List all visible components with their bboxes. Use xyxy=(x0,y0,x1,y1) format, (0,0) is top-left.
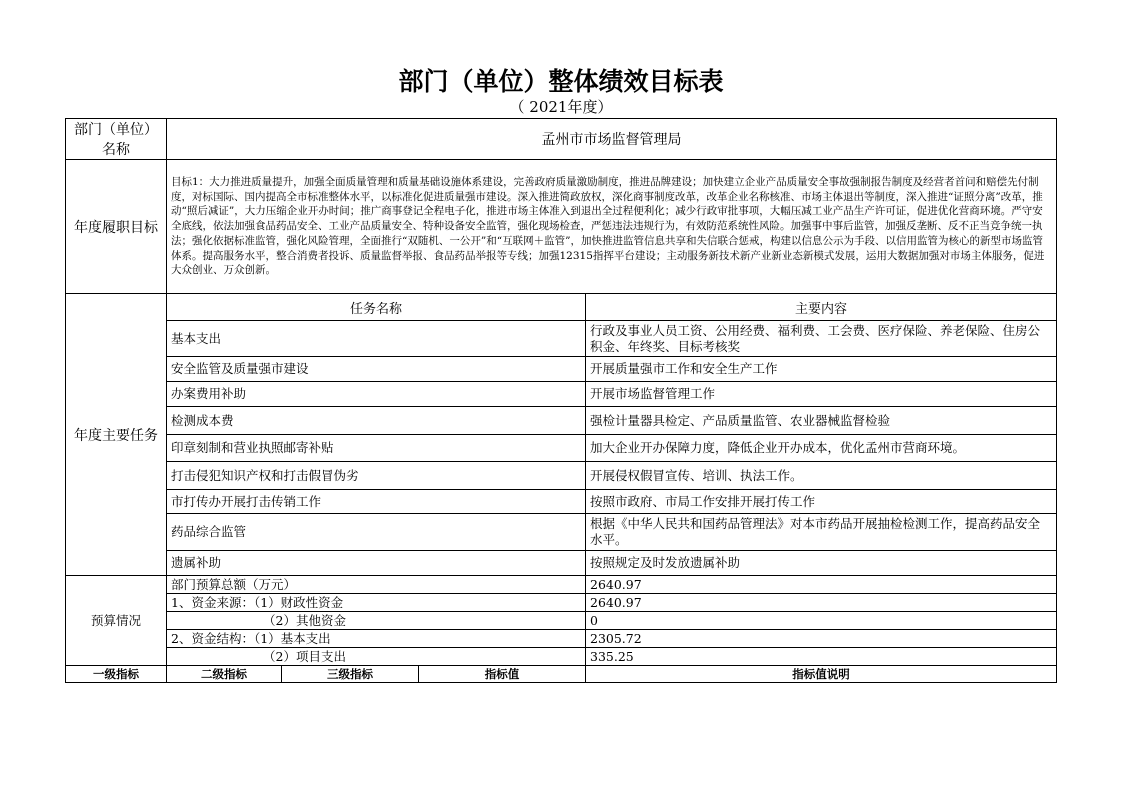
task-content: 按照市政府、市局工作安排开展打传工作 xyxy=(586,490,1057,514)
indicator-level2-header: 二级指标 xyxy=(167,666,282,683)
budget-item-name: 部门预算总额（万元） xyxy=(167,576,586,594)
budget-label: 预算情况 xyxy=(66,576,167,666)
budget-item-value: 2640.97 xyxy=(586,576,1057,594)
page-title: 部门（单位）整体绩效目标表 xyxy=(398,67,724,96)
task-name-header: 任务名称 xyxy=(167,294,586,321)
budget-item-value: 335.25 xyxy=(586,648,1057,666)
task-content: 根据《中华人民共和国药品管理法》对本市药品开展抽检检测工作，提高药品安全水平。 xyxy=(586,514,1057,551)
indicator-level3-header: 三级指标 xyxy=(282,666,419,683)
table-row xyxy=(66,435,1057,462)
task-content: 行政及事业人员工资、公用经费、福利费、工会费、医疗保险、养老保险、住房公积金、年终奖、目标考核奖 xyxy=(586,321,1057,357)
annual-tasks-label: 年度主要任务 xyxy=(66,294,167,576)
task-content: 按照规定及时发放遗属补助 xyxy=(586,551,1057,576)
table-row xyxy=(66,514,1057,551)
table-row xyxy=(66,462,1057,490)
budget-item-name: （2）项目支出 xyxy=(167,648,586,666)
table-row xyxy=(66,321,1057,357)
budget-item-name: （2）其他资金 xyxy=(167,612,586,630)
budget-item-name: 1、资金来源：（1）财政性资金 xyxy=(167,594,586,612)
task-name: 基本支出 xyxy=(167,321,586,357)
annual-goal-text: 目标1：大力推进质量提升，加强全面质量管理和质量基础设施体系建设，完善政府质量激励制度，推进品牌建设；加快建立企业产品质量安全事故强制报告制度及经营者首问和赔偿先付制度，对标国际、国内提高全市标准整体水平，以标准化促进质量强市建设。深入推进简政放权，深化商事制度改革，改革企业名称核准、市场主体退出等制度，深入推进“证照分离”改革，推动“照后减证”，大力压缩企业开办时间；推广商事登记全程电子化，推进市场主体准入到退出全过程便利化；减少行政审批事项，大幅压减工业产品生产许可证，促进优化营商环境。严守安全底线，依法加强食品药品安全、工业产品质量安全、特种设备安全监管，强化现场检查，严惩违法违规行为，有效防范系统性风险。加强事中事后监管，加强反垄断、反不正当竞争统一执法；强化依据标准监管，强化风险管理，全面推行“双随机、一公开”和“互联网＋监管”，加快推进监管信息共享和失信联合惩戒，构建以信息公示为手段、以信用监管为核心的新型市场监管体系。提高服务水平，整合消费者投诉、质量监督举报、食品药品举报等专线；加强12315指挥平台建设；主动服务新技术新产业新业态新模式发展，运用大数据加强对市场主体服务，促进大众创业、万众创新。 xyxy=(167,160,1057,294)
task-name: 检测成本费 xyxy=(167,407,586,435)
performance-table xyxy=(65,118,1057,683)
task-name: 办案费用补助 xyxy=(167,382,586,407)
dept-name-label: 部门（单位）名称 xyxy=(66,119,167,160)
budget-item-value: 0 xyxy=(586,612,1057,630)
table-row xyxy=(66,551,1057,576)
task-name: 安全监管及质量强市建设 xyxy=(167,357,586,382)
task-name: 打击侵犯知识产权和打击假冒伪劣 xyxy=(167,462,586,490)
task-content: 开展侵权假冒宣传、培训、执法工作。 xyxy=(586,462,1057,490)
dept-name-value: 孟州市市场监督管理局 xyxy=(167,119,1057,160)
table-row xyxy=(66,407,1057,435)
indicator-value-header: 指标值 xyxy=(419,666,586,683)
table-row xyxy=(66,382,1057,407)
indicator-desc-header: 指标值说明 xyxy=(586,666,1057,683)
annual-goal-label: 年度履职目标 xyxy=(66,160,167,294)
task-content: 强检计量器具检定、产品质量监管、农业器械监督检验 xyxy=(586,407,1057,435)
table-row xyxy=(66,490,1057,514)
task-name: 遗属补助 xyxy=(167,551,586,576)
task-content: 加大企业开办保障力度，降低企业开办成本，优化孟州市营商环境。 xyxy=(586,435,1057,462)
task-name: 市打传办开展打击传销工作 xyxy=(167,490,586,514)
budget-item-value: 2640.97 xyxy=(586,594,1057,612)
year-label: （ 2021年度） xyxy=(509,98,613,116)
budget-item-name: 2、资金结构：（1）基本支出 xyxy=(167,630,586,648)
task-content-header: 主要内容 xyxy=(586,294,1057,321)
task-content: 开展市场监督管理工作 xyxy=(586,382,1057,407)
indicator-level1-header: 一级指标 xyxy=(66,666,167,683)
task-content: 开展质量强市工作和安全生产工作 xyxy=(586,357,1057,382)
table-row xyxy=(66,357,1057,382)
task-name: 药品综合监管 xyxy=(167,514,586,551)
task-name: 印章刻制和营业执照邮寄补贴 xyxy=(167,435,586,462)
budget-item-value: 2305.72 xyxy=(586,630,1057,648)
